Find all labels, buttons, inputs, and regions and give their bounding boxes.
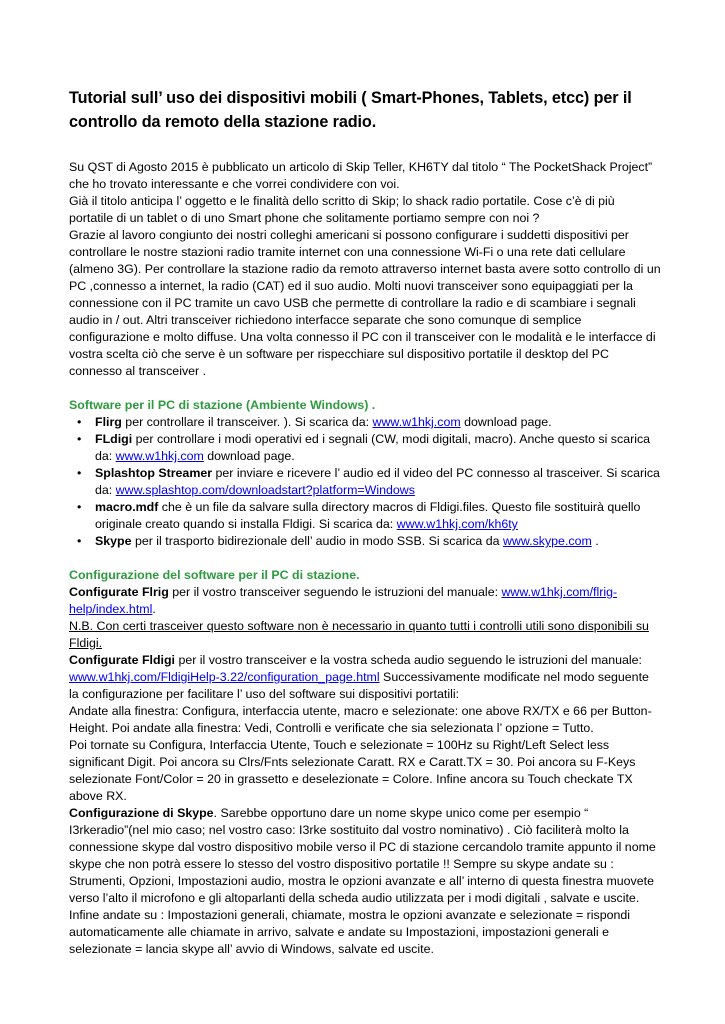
fldigi-after: Successivamente modificate nel modo seguente la configurazione per facilitare l’ uso del software sui dispositivi portatili: bbox=[69, 670, 649, 701]
fldigi-label: Configurate Fldigi bbox=[69, 653, 175, 667]
fldigi-paragraph bbox=[69, 652, 661, 703]
fldigi-paragraph-2: Andate alla finestra: Configura, interfaccia utente, macro e selezionate: one above RX/TX e 66 per Button-Height. Poi andate alla finestra: Vedi, Controlli e verificate che sia selezionata l’ opzione = Tutto. bbox=[69, 704, 652, 735]
list-item bbox=[69, 465, 661, 499]
bullet-icon: • bbox=[77, 500, 82, 514]
bullet-icon: • bbox=[77, 415, 82, 429]
software-desc: per controllare i modi operativi ed i segnali (CW, modi digitali, macro). Anche questo si scarica da: bbox=[95, 432, 651, 463]
flrig-paragraph bbox=[69, 584, 661, 618]
software-desc-after: download page. bbox=[203, 449, 295, 463]
download-link[interactable]: www.w1hkj.com bbox=[372, 415, 461, 429]
software-list bbox=[69, 414, 661, 550]
software-desc: per inviare e ricevere l’ audio ed il video del PC connesso al trasceiver. Si scarica da: bbox=[95, 466, 660, 497]
skype-text: . Sarebbe opportuno dare un nome skype unico come per esempio “ I3rkeradio”(nel mio caso; nel vostro caso: I3rke sostituito dal vostro nominativo) . Ciò faciliterà molto la connessione skype dal vostro dispositivo mobile verso il PC di stazione cercandolo tramite appunto il nome skype che non potrà essere lo stesso del vostro dispositivo portatile !! Sempre su skype andate su : Strumenti, Opzioni, Impostazioni audio, mostra le opzioni avanzate e all’ interno di questa finestra muovete verso l’alto il microfono e gli altoparlanti della scheda audio utilizzata per i modi digitali , salvate e uscite. Infine andate su : Impostazioni generali, chiamate, mostra le opzioni avanzate e selezionate = rispondi automaticamente alle chiamate in arrivo, salvate e andate su Impostazioni, impostazioni generali e selezionate = lancia skype all’ avvio di Windows, salvate ed uscite. bbox=[69, 806, 656, 956]
software-name: Flirg bbox=[95, 415, 122, 429]
software-name: Splashtop Streamer bbox=[95, 466, 213, 480]
config-heading: Configurazione del software per il PC di stazione. bbox=[69, 568, 360, 582]
flrig-label: Configurate Flrig bbox=[69, 585, 169, 599]
skype-paragraph bbox=[69, 805, 661, 958]
list-item bbox=[69, 533, 661, 550]
software-desc: per controllare il transceiver. ). Si scarica da: bbox=[121, 415, 373, 429]
flrig-text: per il vostro transceiver seguendo le istruzioni del manuale: bbox=[168, 585, 502, 599]
fldigi-manual-link[interactable]: www.w1hkj.com/FldigiHelp-3.22/configuration_page.html bbox=[69, 670, 380, 684]
list-item bbox=[69, 414, 661, 431]
intro-paragraph-3: Grazie al lavoro congiunto dei nostri colleghi americani si possono configurare i suddetti dispositivi per controllare le nostre stazioni radio tramite internet con una connessione Wi-Fi o una rete dati cellulare (almeno 3G). Per controllare la stazione radio da remoto attraverso internet basta avere sotto controllo di un PC ,connesso a internet, la radio (CAT) ed il suo audio. Molti nuovi transceiver sono equipaggiati per la connessione con il PC tramite un cavo USB che permette di controllare la radio e di scambiare i segnali audio in / out. Altri transceiver richiedono interfacce separate che sono comunque di semplice configurazione e molto diffuse. Una volta connesso il PC con il transceiver con le modalità e le interfacce di vostra scelta ciò che serve è un software per rispecchiare sul dispositivo portatile il desktop del PC connesso al transceiver . bbox=[69, 228, 661, 378]
flrig-manual-link[interactable]: www.w1hkj.com/flrig-help/index.html bbox=[69, 585, 618, 616]
software-name: macro.mdf bbox=[95, 500, 159, 514]
download-link[interactable]: www.skype.com bbox=[502, 534, 592, 548]
bullet-icon: • bbox=[77, 432, 82, 446]
list-item bbox=[69, 499, 661, 533]
software-desc-after: . bbox=[591, 534, 599, 548]
software-desc: per il trasporto bidirezionale dell’ audio in modo SSB. Si scarica da bbox=[131, 534, 503, 548]
flrig-after: . bbox=[152, 602, 156, 616]
bullet-icon: • bbox=[77, 534, 82, 548]
download-link[interactable]: www.w1hkj.com bbox=[115, 449, 204, 463]
fldigi-paragraph-3: Poi tornate su Configura, Interfaccia Utente, Touch e selezionate = 100Hz su Right/Left Select less significant Digit. Poi ancora su Clrs/Fnts selezionate Caratt. RX e Caratt.TX = 30. Poi ancora su F-Keys selezionate Font/Color = 20 in grassetto e deselezionate = Colore. Infine ancora su Touch checkate TX above RX. bbox=[69, 738, 636, 803]
software-desc: che è un file da salvare sulla directory macros di Fldigi.files. Questo file sostituirà quello originale creato quando si installa Fldigi. Si scarica da: bbox=[95, 500, 641, 531]
software-name: FLdigi bbox=[95, 432, 133, 446]
software-name: Skype bbox=[95, 534, 132, 548]
document-content bbox=[69, 86, 661, 958]
list-item bbox=[69, 431, 661, 465]
software-heading: Software per il PC di stazione (Ambiente Windows) . bbox=[69, 398, 376, 412]
intro-paragraph-1: Su QST di Agosto 2015 è pubblicato un articolo di Skip Teller, KH6TY dal titolo “ The PocketShack Project” che ho trovato interessante e che vorrei condividere con voi. bbox=[69, 160, 653, 191]
bullet-icon: • bbox=[77, 466, 82, 480]
intro-paragraph-2: Già il titolo anticipa l’ oggetto e le finalità dello scritto di Skip; lo shack radio portatile. Cose c’è di più portatile di un tablet o di uno Smart phone che solitamente portiamo sempre con noi ? bbox=[69, 194, 615, 225]
nb-note: N.B. Con certi trasceiver questo software non è necessario in quanto tutti i controlli utili sono disponibili su Fldigi. bbox=[69, 619, 649, 650]
document-title: Tutorial sull’ uso dei dispositivi mobili ( Smart-Phones, Tablets, etcc) per il controllo da remoto della stazione radio. bbox=[69, 89, 632, 131]
fldigi-text: per il vostro transceiver e la vostra scheda audio seguendo le istruzioni del manuale: bbox=[175, 653, 642, 667]
download-link[interactable]: www.splashtop.com/downloadstart?platform=Windows bbox=[115, 483, 415, 497]
software-desc-after: download page. bbox=[460, 415, 552, 429]
download-link[interactable]: www.w1hkj.com/kh6ty bbox=[396, 517, 518, 531]
skype-label: Configurazione di Skype bbox=[69, 806, 214, 820]
